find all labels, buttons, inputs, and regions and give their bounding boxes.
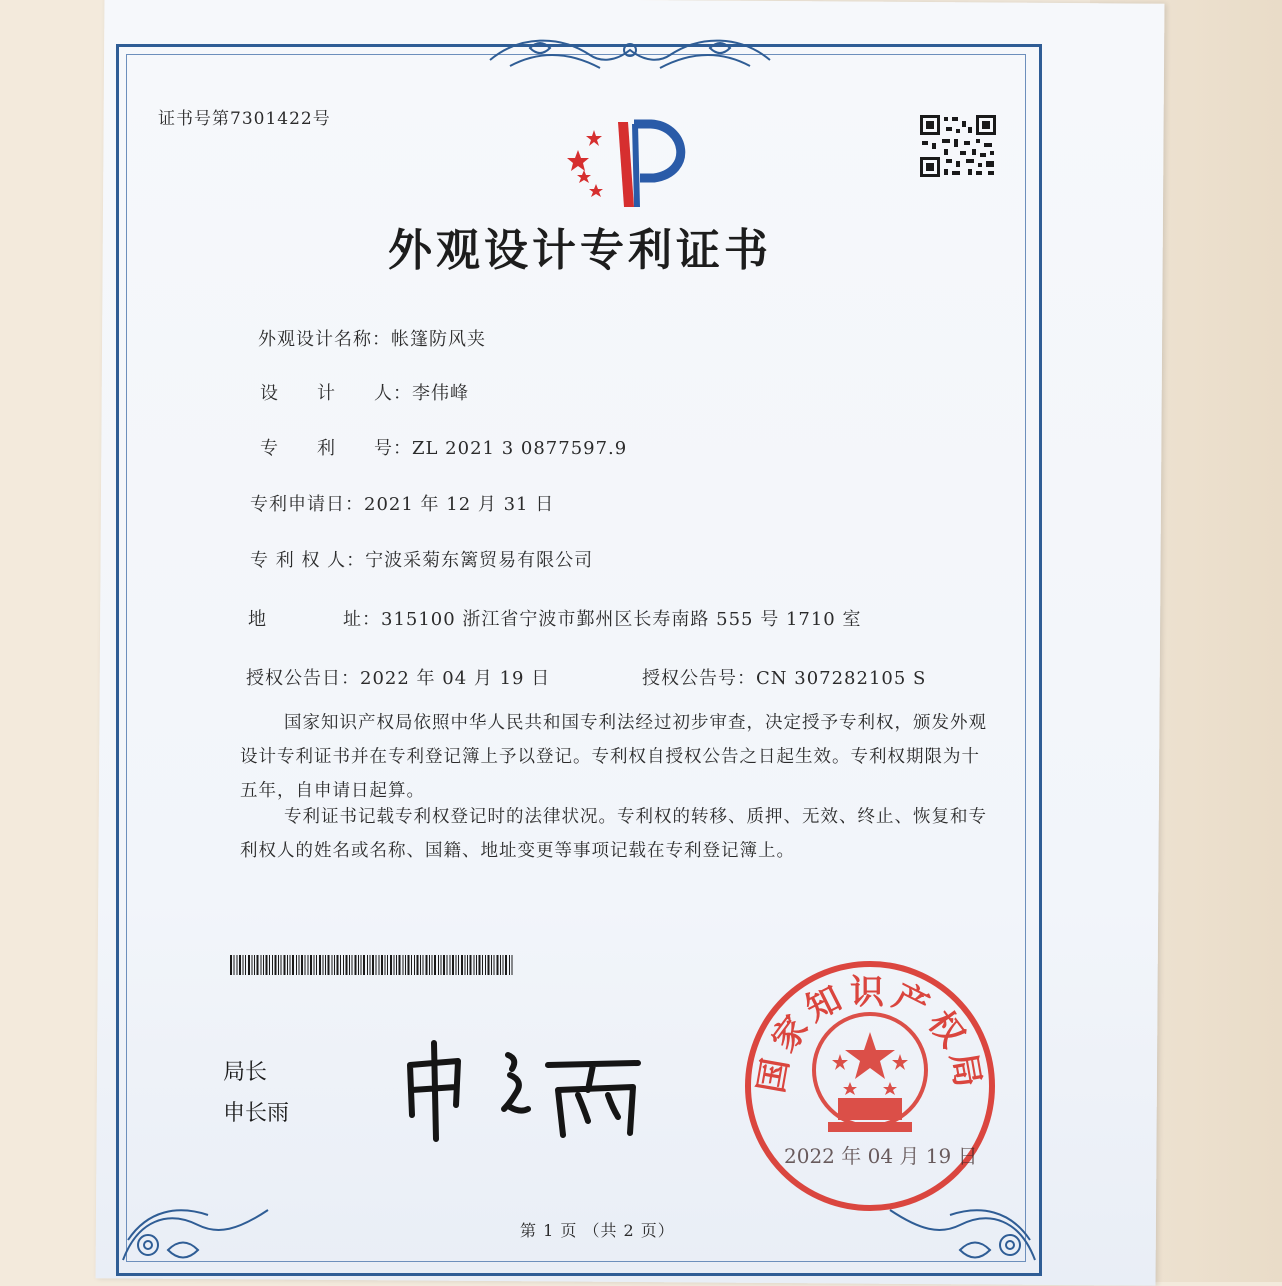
barcode-bar <box>299 955 300 975</box>
barcode-bar <box>323 955 324 975</box>
barcode-bar <box>308 955 309 975</box>
barcode-bar <box>334 955 335 975</box>
barcode-bar <box>243 955 244 975</box>
barcode-bar <box>305 955 306 975</box>
paragraph-line: 五年，自申请日起算。 <box>240 781 425 801</box>
barcode-bar <box>450 955 451 975</box>
barcode-bar <box>509 955 510 975</box>
patentee-row <box>250 546 593 572</box>
barcode-bar <box>284 955 286 975</box>
barcode-bar <box>429 955 430 975</box>
svg-text:国家知识产权局: 国家知识产权局 <box>751 972 989 1096</box>
barcode-bar <box>275 955 277 975</box>
legal-paragraph-1 <box>240 706 1060 808</box>
barcode-bar <box>503 955 504 975</box>
barcode-bar <box>372 955 374 975</box>
barcode-bar <box>411 955 412 975</box>
handwritten-signature <box>398 1035 648 1145</box>
barcode-bar <box>452 955 454 975</box>
barcode-bar <box>414 955 415 975</box>
barcode-bar <box>403 955 404 975</box>
barcode <box>230 955 516 975</box>
barcode-bar <box>296 955 297 975</box>
barcode-bar <box>254 955 255 975</box>
barcode-bar <box>476 955 477 975</box>
grant-number-value: CN 307282105 S <box>756 668 927 689</box>
barcode-bar <box>352 955 353 975</box>
barcode-bar <box>281 955 282 975</box>
barcode-bar <box>426 955 428 975</box>
barcode-bar <box>447 955 448 975</box>
barcode-bar <box>325 955 326 975</box>
barcode-bar <box>340 955 341 975</box>
barcode-bar <box>479 955 481 975</box>
barcode-bar <box>367 955 368 975</box>
patent-number-row <box>260 434 627 460</box>
barcode-bar <box>363 955 365 975</box>
filing-date-label: 专利申请日： <box>250 494 364 515</box>
designer-value: 李伟峰 <box>412 383 469 404</box>
paragraph-line: 国家知识产权局依照中华人民共和国专利法经过初步审查，决定授予专利权，颁发外观 <box>284 713 987 733</box>
designer-label: 设 计 人： <box>260 383 412 404</box>
grant-number-label: 授权公告号： <box>642 668 756 689</box>
barcode-bar <box>316 955 317 975</box>
design-name-label: 外观设计名称： <box>258 329 391 350</box>
barcode-bar <box>332 955 333 975</box>
barcode-bar <box>497 955 499 975</box>
barcode-bar <box>328 955 330 975</box>
barcode-bar <box>500 955 501 975</box>
patentee-value: 宁波采菊东篱贸易有限公司 <box>365 550 594 571</box>
address-value: 315100 浙江省宁波市鄞州区长寿南路 555 号 1710 室 <box>381 609 862 630</box>
barcode-bar <box>396 955 397 975</box>
grant-date-value: 2022 年 04 月 19 日 <box>360 668 551 689</box>
patent-number-label: 专 利 号： <box>260 438 412 459</box>
design-name-value: 帐篷防风夹 <box>391 329 486 350</box>
barcode-bar <box>485 955 486 975</box>
barcode-bar <box>417 955 419 975</box>
barcode-bar <box>292 955 294 975</box>
top-ornament <box>470 30 790 80</box>
barcode-bar <box>461 955 463 975</box>
barcode-bar <box>379 955 380 975</box>
barcode-bar <box>470 955 472 975</box>
barcode-bar <box>443 955 445 975</box>
barcode-bar <box>394 955 395 975</box>
design-name-row <box>258 325 486 351</box>
barcode-bar <box>257 955 259 975</box>
barcode-bar <box>290 955 291 975</box>
barcode-bar <box>269 955 270 975</box>
bottom-left-ornament <box>118 1150 278 1270</box>
filing-date-value: 2021 年 12 月 31 日 <box>364 494 555 515</box>
barcode-bar <box>234 955 235 975</box>
barcode-bar <box>474 955 475 975</box>
official-seal <box>742 958 998 1214</box>
barcode-bar <box>314 955 315 975</box>
director-name: 申长雨 <box>223 1101 290 1126</box>
barcode-bar <box>438 955 439 975</box>
barcode-bar <box>245 955 246 975</box>
grant-number-row <box>642 664 926 690</box>
barcode-bar <box>385 955 386 975</box>
barcode-bar <box>361 955 362 975</box>
certificate-title: 外观设计专利证书 <box>388 225 772 276</box>
barcode-bar <box>465 955 466 975</box>
legal-paragraph-2 <box>240 800 1060 868</box>
barcode-bar <box>423 955 424 975</box>
barcode-bar <box>301 955 303 975</box>
director-title: 局长 <box>223 1060 268 1085</box>
address-row <box>248 605 862 631</box>
barcode-bar <box>467 955 468 975</box>
barcode-bar <box>434 955 436 975</box>
barcode-bar <box>263 955 264 975</box>
filing-date-row <box>250 490 554 516</box>
barcode-bar <box>266 955 268 975</box>
grant-date-label: 授权公告日： <box>246 668 360 689</box>
grant-date-row <box>246 664 550 690</box>
barcode-bar <box>408 955 410 975</box>
barcode-bar <box>376 955 377 975</box>
barcode-bar <box>287 955 288 975</box>
barcode-bar <box>358 955 359 975</box>
barcode-bar <box>355 955 357 975</box>
barcode-bar <box>252 955 253 975</box>
barcode-bar <box>381 955 383 975</box>
barcode-bar <box>494 955 495 975</box>
barcode-bar <box>272 955 273 975</box>
barcode-bar <box>491 955 492 975</box>
paragraph-line: 专利证书记载专利权登记时的法律状况。专利权的转移、质押、无效、终止、恢复和专 <box>284 807 987 827</box>
barcode-bar <box>278 955 279 975</box>
barcode-bar <box>343 955 344 975</box>
paragraph-line: 设计专利证书并在专利登记簿上予以登记。专利权自授权公告之日起生效。专利权期限为十 <box>240 747 980 767</box>
barcode-bar <box>346 955 348 975</box>
barcode-bar <box>239 955 241 975</box>
patent-number-value: ZL 2021 3 0877597.9 <box>412 438 628 459</box>
barcode-bar <box>319 955 321 975</box>
barcode-bar <box>248 955 250 975</box>
barcode-bar <box>387 955 388 975</box>
barcode-bar <box>349 955 350 975</box>
certificate-number: 证书号第7301422号 <box>158 109 331 129</box>
barcode-bar <box>237 955 238 975</box>
qr-code <box>918 113 998 179</box>
address-label: 地 址： <box>248 609 381 630</box>
barcode-bar <box>399 955 401 975</box>
barcode-bar <box>441 955 442 975</box>
barcode-bar <box>370 955 371 975</box>
paragraph-line: 利权人的姓名或名称、国籍、地址变更等事项记载在专利登记簿上。 <box>240 841 795 861</box>
barcode-bar <box>488 955 490 975</box>
barcode-bar <box>505 955 507 975</box>
barcode-bar <box>456 955 457 975</box>
barcode-bar <box>390 955 392 975</box>
cnipa-logo <box>556 112 706 212</box>
barcode-bar <box>230 955 232 975</box>
barcode-bar <box>337 955 339 975</box>
seal-date: 2022 年 04 月 19 日 <box>784 1144 978 1168</box>
barcode-bar <box>512 955 513 975</box>
patentee-label: 专 利 权 人： <box>250 550 366 571</box>
barcode-bar <box>420 955 421 975</box>
barcode-bar <box>405 955 406 975</box>
designer-row <box>260 379 469 405</box>
barcode-bar <box>458 955 459 975</box>
barcode-bar <box>482 955 483 975</box>
barcode-bar <box>261 955 262 975</box>
barcode-bar <box>310 955 312 975</box>
barcode-bar <box>432 955 433 975</box>
page-indicator: 第 1 页 （共 2 页） <box>520 1221 675 1240</box>
